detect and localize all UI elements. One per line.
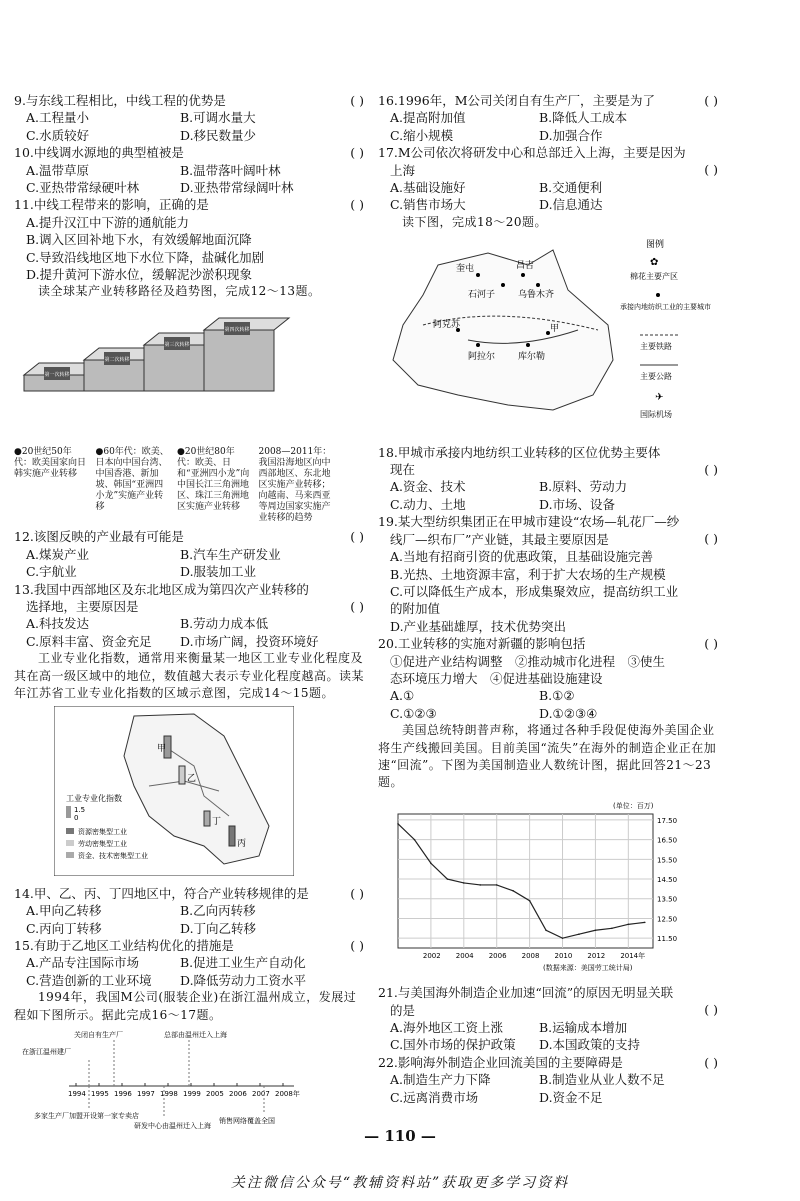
answer-blank[interactable]: ( ) [704, 1002, 718, 1018]
question-stem-cont: 线厂—织布厂”产业链，其最主要原因是 [390, 531, 609, 547]
left-column [14, 92, 364, 1156]
option-b[interactable]: B.制造业从业人数不足 [539, 1072, 665, 1088]
x-tick-label: 2002 [422, 951, 441, 960]
answer-blank[interactable]: ( ) [704, 162, 718, 178]
option-c[interactable]: C.亚热带常绿硬叶林 [26, 180, 140, 196]
year-label: 1994 [68, 1090, 86, 1098]
option-c[interactable]: C.宇航业 [26, 564, 77, 580]
option-c[interactable]: C.导致沿线地区地下水位下降，盐碱化加剧 [26, 249, 265, 265]
option-a[interactable]: A.温带草原 [26, 162, 90, 178]
data-point [447, 878, 449, 880]
question-stem: 9.与东线工程相比，中线工程的优势是 [14, 93, 226, 108]
region-yi: 乙 [187, 774, 197, 785]
option-c[interactable]: C.丙向丁转移 [26, 920, 102, 936]
legend-title: 工业专业化指数 [66, 794, 122, 804]
option-d[interactable]: D.市场、设备 [539, 496, 616, 512]
legend-title: 图例 [646, 240, 665, 251]
question-stem: 10.中线调水源地的典型植被是 [14, 145, 184, 161]
question-stem-cont: 选择地，主要原因是 [26, 598, 139, 614]
option-b[interactable]: B.乙向丙转移 [180, 903, 256, 919]
passage-intro: 读下图，完成18～20题。 [402, 214, 548, 229]
transfer-notes [14, 447, 334, 524]
option-d[interactable]: D.降低劳动力工资水平 [180, 972, 307, 988]
event-rd: 研发中心由温州迁入上海 [134, 1122, 211, 1130]
question-stem: 14.甲、乙、丙、丁四地区中，符合产业转移规律的是 [14, 885, 309, 901]
event-build: 在浙江温州建厂 [22, 1048, 71, 1056]
option-a[interactable]: A.海外地区工资上涨 [390, 1020, 504, 1035]
option-c[interactable]: C.原料丰富、资金充足 [26, 633, 152, 649]
answer-blank[interactable]: ( ) [350, 93, 364, 108]
note-2: ●60年代：欧美、日本向中国台湾、中国香港、新加坡、韩国“亚洲四小龙”实施产业转移 [95, 447, 169, 513]
answer-blank[interactable]: ( ) [704, 93, 718, 108]
industry-transfer-figure [14, 305, 314, 445]
x-tick-label: 2012 [587, 951, 606, 960]
series-line [398, 824, 645, 938]
option-d[interactable]: D.信息通达 [539, 197, 603, 213]
note-3: ●20世纪80年代：欧美、日和“亚洲四小龙”向中国长江三角洲地区、珠江三角洲地区实施产业转移 [177, 447, 250, 513]
option-d[interactable]: D.加强合作 [539, 127, 603, 143]
city-kuitun: 奎屯 [456, 264, 475, 275]
question-18 [378, 444, 718, 514]
option-b[interactable]: B.光热、土地资源丰富，利于扩大农场的生产规模 [390, 566, 666, 582]
option-b[interactable]: B.交通便利 [539, 180, 603, 196]
option-d[interactable]: D.亚热带常绿阔叶林 [180, 180, 294, 196]
option-a[interactable]: A.工程量小 [26, 110, 90, 126]
answer-blank[interactable]: ( ) [704, 461, 718, 477]
data-point [463, 882, 465, 884]
x-tick-label: 2010 [554, 951, 573, 960]
data-point [529, 900, 531, 902]
question-stem: 17.M公司依次将研发中心和总部迁入上海，主要是因为 [378, 145, 686, 161]
question-9 [14, 92, 364, 144]
option-a[interactable]: A.煤炭产业 [26, 546, 90, 562]
option-a[interactable]: A.① [390, 688, 415, 704]
city-alar: 阿拉尔 [468, 352, 496, 363]
question-19 [378, 513, 718, 635]
data-point [595, 929, 597, 931]
option-d[interactable]: D.本国政策的支持 [539, 1037, 641, 1053]
option-b[interactable]: B.调入区回补地下水，有效缓解地面沉降 [26, 232, 252, 248]
city-korla: 库尔勒 [518, 352, 546, 363]
scale-high: 1.5 [74, 806, 86, 815]
question-stem: 16.1996年，M公司关闭自有生产厂，主要是为了 [378, 93, 655, 108]
event-hq: 总部由温州迁入上海 [164, 1031, 227, 1039]
data-point [578, 933, 580, 935]
note-1: ●20世纪50年代：欧美国家向日韩实施产业转移 [14, 447, 87, 480]
question-stem: 21.与美国海外制造企业加速“回流”的原因无明显关联 [378, 985, 674, 1001]
question-17 [378, 144, 718, 214]
question-21 [378, 984, 718, 1054]
option-d[interactable]: D.服装加工业 [180, 564, 257, 580]
question-20 [378, 635, 718, 722]
year-label: 2007 [252, 1090, 270, 1098]
answer-blank[interactable]: ( ) [350, 145, 364, 161]
question-stem-cont: 上海 [390, 162, 416, 178]
year-label: 1995 [91, 1090, 109, 1098]
data-point [644, 921, 646, 923]
city-aksu: 阿克苏 [433, 320, 461, 331]
option-c[interactable]: C.缩小规模 [390, 127, 454, 143]
option-a[interactable]: A.提高附加值 [390, 110, 466, 126]
option-c[interactable]: C.销售市场大 [390, 197, 466, 213]
city-shihezi: 石河子 [468, 290, 496, 301]
option-c[interactable]: C.动力、土地 [390, 496, 466, 512]
x-tick-label: 2008 [521, 951, 540, 960]
step-4-label: 第四次转移 [224, 326, 250, 333]
y-tick-label: 14.50 [657, 875, 678, 884]
option-c[interactable]: C.营造创新的工业环境 [26, 972, 152, 988]
option-b[interactable]: B.原料、劳动力 [539, 479, 628, 495]
question-stem-cont: 现在 [390, 462, 416, 478]
xinjiang-map [378, 235, 718, 435]
region-ding: 丁 [212, 817, 222, 828]
note-4: 2008—2011年：我国沿海地区向中西部地区、东北地区实施产业转移；向越南、马来西亚等周边国家实施产业转移的趋势 [258, 447, 332, 524]
source-label: (数据来源：美国劳工统计局) [543, 963, 633, 972]
option-a[interactable]: A.资金、技术 [390, 479, 466, 495]
step-1-label: 第一次转移 [44, 371, 70, 378]
step-3-label: 第三次转移 [164, 341, 190, 348]
manufacturing-employment-chart [378, 796, 708, 976]
question-12 [14, 528, 364, 580]
y-tick-label: 13.50 [657, 895, 678, 904]
question-stem: 12.该图反映的产业最有可能是 [14, 529, 184, 545]
option-b[interactable]: B.降低人工成本 [539, 110, 628, 126]
question-15 [14, 937, 364, 989]
answer-blank[interactable]: ( ) [350, 937, 364, 953]
option-d[interactable]: D.资金不足 [539, 1089, 603, 1105]
question-16 [378, 92, 718, 144]
year-label: 1998 [160, 1090, 178, 1098]
option-c[interactable]: C.远离消费市场 [390, 1089, 479, 1105]
question-stem: 20.工业转移的实施对新疆的影响包括 [378, 636, 586, 652]
x-tick-label: 2014年 [620, 951, 646, 960]
option-b[interactable]: B.①② [539, 688, 575, 704]
legend-airport: 国际机场 [640, 410, 672, 420]
answer-blank[interactable]: ( ) [704, 531, 718, 547]
legend-resource: 资源密集型工业 [78, 828, 127, 837]
event-close: 关闭自有生产厂 [74, 1031, 123, 1039]
legend-railway: 主要铁路 [640, 342, 672, 352]
data-point [479, 884, 481, 886]
question-stem: 22.影响海外制造企业回流美国的主要障碍是 [378, 1054, 623, 1070]
data-point [496, 884, 498, 886]
option-d[interactable]: D.移民数量少 [180, 127, 257, 143]
passage-intro: 1994年，我国M公司(服装企业)在浙江温州成立，发展过程如下图所示。据此完成16～17题。 [14, 990, 357, 1022]
right-column [378, 92, 718, 1106]
year-label: 2006 [229, 1090, 247, 1098]
option-b[interactable]: B.温带落叶阔叶林 [180, 162, 281, 178]
question-stem: 13.我国中西部地区及东北地区成为第四次产业转移的 [14, 581, 309, 597]
cotton-icon: ✿ [650, 257, 659, 269]
option-b[interactable]: B.汽车生产研发业 [180, 546, 281, 562]
legend-city: 承接内地纺织工业的主要城市 [620, 303, 711, 312]
unit-label: (单位：百万) [613, 801, 654, 810]
y-tick-label: 16.50 [657, 836, 678, 845]
option-d[interactable]: D.提升黄河下游水位，缓解泥沙淤积现象 [26, 267, 253, 283]
city-jia: 甲 [550, 324, 560, 335]
region-bing: 丙 [237, 839, 247, 850]
year-label: 1996 [114, 1090, 132, 1098]
passage-intro: 美国总统特朗普声称，将通过各种手段促使海外美国企业将生产线搬回美国。目前美国“流失”在海外的制造企业正在加速“回流”。下图为美国制造业人数统计图，据此回答21～23题。 [378, 723, 717, 790]
event-franchise: 多家生产厂加盟开设第一家专卖店 [34, 1112, 139, 1120]
question-14 [14, 885, 364, 937]
answer-blank[interactable]: ( ) [704, 1054, 718, 1070]
answer-blank[interactable]: ( ) [350, 598, 364, 614]
option-d[interactable]: D.产业基础雄厚，技术优势突出 [390, 618, 567, 634]
x-tick-label: 2004 [455, 951, 474, 960]
legend-highway: 主要公路 [640, 372, 672, 382]
option-d[interactable]: D.市场广阔，投资环境好 [180, 633, 319, 649]
data-point [414, 839, 416, 841]
answer-blank[interactable]: ( ) [350, 885, 364, 901]
data-point [430, 862, 432, 864]
x-tick-label: 2006 [488, 951, 507, 960]
question-13 [14, 581, 364, 651]
data-point [628, 923, 630, 925]
answer-blank[interactable]: ( ) [350, 529, 364, 545]
event-network: 销售网络覆盖全国 [219, 1117, 275, 1125]
option-b[interactable]: B.运输成本增加 [539, 1020, 628, 1035]
data-point [611, 927, 613, 929]
option-b[interactable]: B.可调水量大 [180, 110, 256, 126]
city-changji: 昌吉 [516, 261, 535, 272]
page-number: — 110 — [364, 1127, 436, 1145]
option-c[interactable]: C.国外市场的保护政策 [390, 1037, 516, 1053]
answer-blank[interactable]: ( ) [704, 636, 718, 652]
option-a[interactable]: A.基础设施好 [390, 180, 466, 196]
option-a[interactable]: A.制造生产力下降 [390, 1072, 491, 1088]
option-a[interactable]: A.产品专注国际市场 [26, 955, 140, 971]
year-label: 1997 [137, 1090, 155, 1098]
step-2-label: 第二次转移 [104, 356, 130, 363]
city-urumqi: 乌鲁木齐 [518, 290, 555, 301]
question-stem-cont: 的是 [390, 1002, 416, 1018]
passage-intro: 工业专业化指数，通常用来衡量某一地区工业专业化程度及其在高一级区域中的地位，数值越大表示专业化程度越高。读某年江苏省工业专业化指数的区域示意图，完成14～15题。 [14, 651, 365, 700]
option-b[interactable]: B.劳动力成本低 [180, 616, 269, 632]
data-point [545, 929, 547, 931]
option-b[interactable]: B.促进工业生产自动化 [180, 955, 306, 971]
y-tick-label: 15.50 [657, 856, 678, 865]
question-stem: 11.中线工程带来的影响，正确的是 [14, 197, 209, 213]
option-c[interactable]: C.①②③ [390, 705, 437, 721]
option-a[interactable]: A.提升汉江中下游的通航能力 [26, 214, 190, 230]
y-tick-label: 11.50 [657, 934, 678, 943]
scale-low: 0 [74, 814, 79, 823]
option-a[interactable]: A.甲向乙转移 [26, 903, 102, 919]
option-d[interactable]: D.①②③④ [539, 705, 598, 721]
option-c[interactable]: C.水质较好 [26, 127, 90, 143]
legend-cotton: 棉花主要产区 [630, 272, 678, 282]
y-tick-label: 12.50 [657, 915, 678, 924]
y-tick-label: 17.50 [657, 816, 678, 825]
question-stem: 18.甲城市承接内地纺织工业转移的区位优势主要体 [378, 444, 661, 460]
option-d[interactable]: D.丁向乙转移 [180, 920, 257, 936]
option-a[interactable]: A.当地有招商引资的优惠政策，且基础设施完善 [390, 549, 654, 565]
answer-blank[interactable]: ( ) [350, 197, 364, 213]
question-stem: 15.有助于乙地区工业结构优化的措施是 [14, 937, 234, 953]
data-point [512, 890, 514, 892]
year-label: 2005 [206, 1090, 224, 1098]
data-point [397, 823, 399, 825]
question-stem: 19.某大型纺织集团正在甲城市建设“农场—轧花厂—纱 [378, 514, 680, 530]
passage-intro: 读全球某产业转移路径及趋势图，完成12～13题。 [38, 284, 321, 299]
data-point [562, 937, 564, 939]
question-10 [14, 144, 364, 196]
year-label: 2008年 [275, 1090, 300, 1098]
option-a[interactable]: A.科技发达 [26, 616, 90, 632]
statement-list: ①促进产业结构调整 ②推动城市化进程 ③使生 [390, 653, 666, 669]
jiangsu-map [54, 706, 294, 876]
statement-list-cont: 态环境压力增大 ④促进基础设施建设 [390, 670, 603, 686]
footer-note: 关注微信公众号“教辅资料站”获取更多学习资料 [230, 1175, 570, 1191]
question-11 [14, 196, 364, 283]
year-label: 1999 [183, 1090, 201, 1098]
region-jia: 甲 [157, 744, 167, 755]
airport-icon: ✈ [655, 392, 664, 404]
legend-capital: 资金、技术密集型工业 [78, 852, 148, 861]
option-c[interactable]: C.可以降低生产成本，形成集聚效应，提高纺织工业的附加值 [390, 583, 679, 617]
legend-labor: 劳动密集型工业 [78, 840, 127, 849]
question-22 [378, 1054, 718, 1106]
